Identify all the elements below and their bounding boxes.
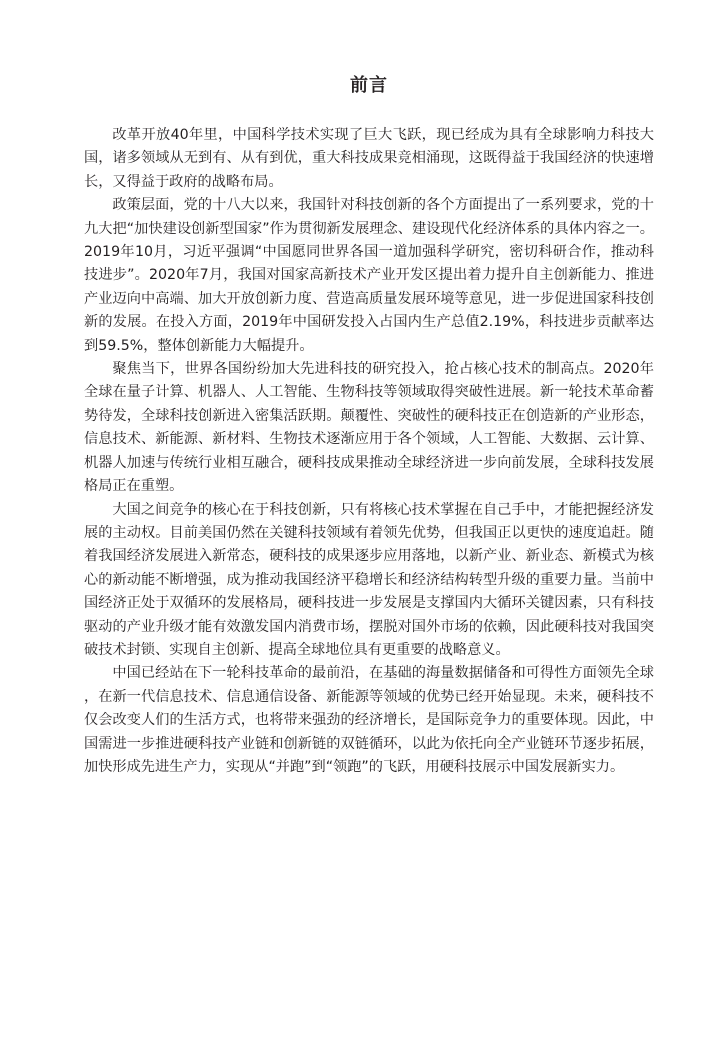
paragraph: 聚焦当下，世界各国纷纷加大先进科技的研究投入，抢占核心技术的制高点。2020年全球在量子计算、机器人、人工智能、生物科技等领域取得突破性进展。新一轮技术革命蓄势待发，全球科技创新进入密集活跃期。颠覆性、突破性的硬科技正在创造新的产业形态，信息技术、新能源、新材料、生物技术逐渐应用于各个领域，人工智能、大数据、云计算、机器人加速与传统行业相互融合，硬科技成果推动全球经济进一步向前发展，全球科技发展格局正在重塑。 <box>84 361 654 495</box>
paragraph: 政策层面，党的十八大以来，我国针对科技创新的各个方面提出了一系列要求，党的十九大把“加快建设创新型国家”作为贯彻新发展理念、建设现代化经济体系的具体内容之一。2019年10月，习近平强调“中国愿同世界各国一道加强科学研究，密切科研合作，推动科技进步”。2020年7月，我国对国家高新技术产业开发区提出着力提升自主创新能力、推进产业迈向中高端、加大开放创新力度、营造高质量发展环境等意见，进一步促进国家科技创新的发展。在投入方面，2019年中国研发投入占国内生产总值2.19%，科技进步贡献率达到59.5%，整体创新能力大幅提升。 <box>84 197 654 354</box>
paragraph: 大国之间竞争的核心在于科技创新，只有将核心技术掌握在自己手中，才能把握经济发展的主动权。目前美国仍然在关键科技领域有着领先优势，但我国正以更快的速度追赶。随着我国经济发展进入新常态，硬科技的成果逐步应用落地，以新产业、新业态、新模式为核心的新动能不断增强，成为推动我国经济平稳增长和经济结构转型升级的重要力量。当前中国经济正处于双循环的发展格局，硬科技进一步发展是支撑国内大循环关键因素，只有科技驱动的产业升级才能有效激发国内消费市场，摆脱对国外市场的依赖，因此硬科技对我国突破技术封锁、实现自主创新、提高全球地位具有更重要的战略意义。 <box>84 501 654 658</box>
paragraph: 改革开放40年里，中国科学技术实现了巨大飞跃，现已经成为具有全球影响力科技大国，诸多领域从无到有、从有到优，重大科技成果竞相涌现，这既得益于我国经济的快速增长，又得益于政府的战略布局。 <box>84 127 654 190</box>
page-title: 前言 <box>350 75 388 96</box>
paragraph: 中国已经站在下一轮科技革命的最前沿，在基础的海量数据储备和可得性方面领先全球，在新一代信息技术、信息通信设备、新能源等领域的优势已经开始显现。未来，硬科技不仅会改变人们的生活方式，也将带来强劲的经济增长，是国际竞争力的重要体现。因此，中国需进一步推进硬科技产业链和创新链的双链循环，以此为依托向全产业链环节逐步拓展，加快形成先进生产力，实现从“并跑”到“领跑”的飞跃，用硬科技展示中国发展新实力。 <box>84 665 654 775</box>
